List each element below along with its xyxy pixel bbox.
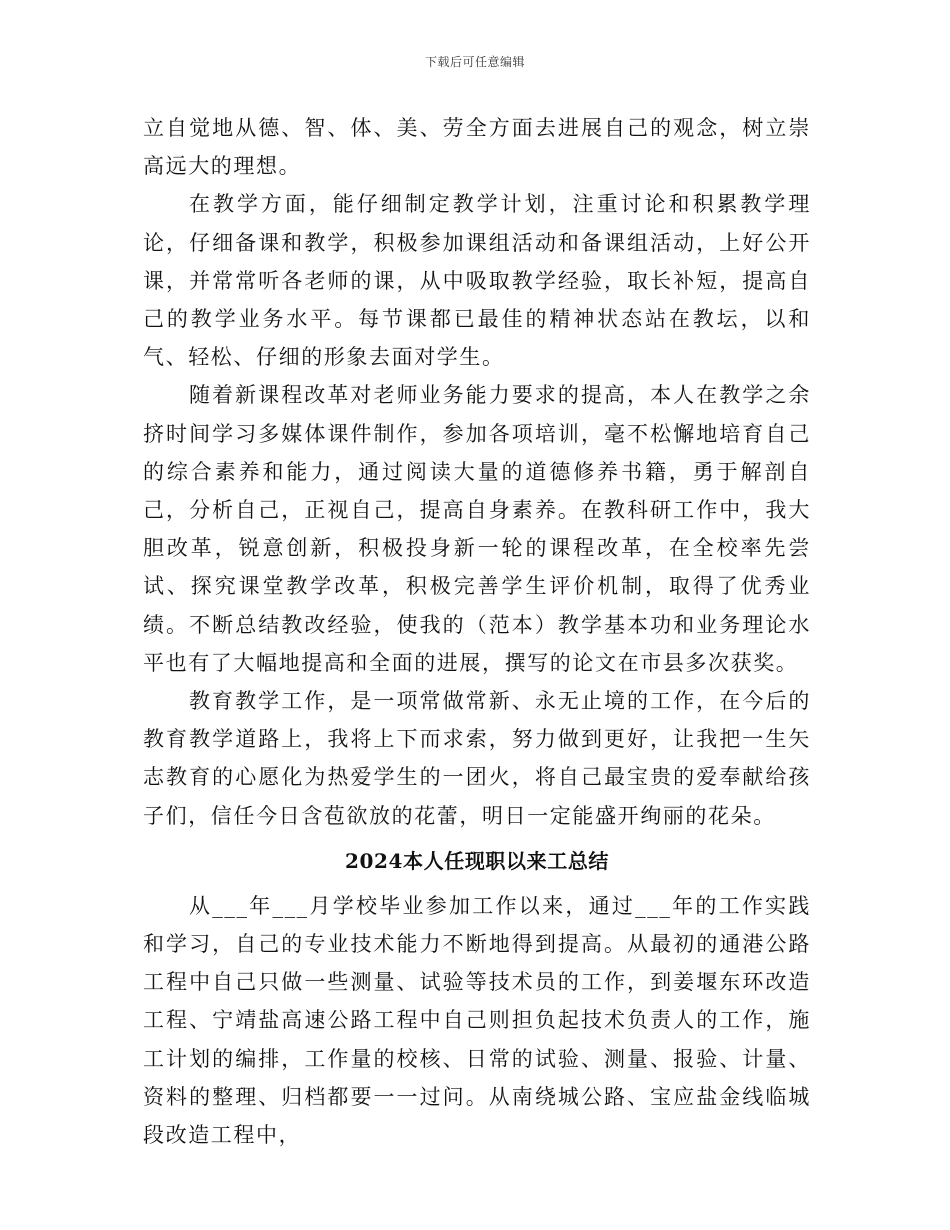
- paragraph-continuation: 立自觉地从德、智、体、美、劳全方面去进展自己的观念，树立崇高远大的理想。: [143, 116, 811, 179]
- page-header: 下载后可任意编辑: [424, 55, 525, 69]
- paragraph-teaching: 在教学方面，能仔细制定教学计划，注重讨论和积累教学理论，仔细备课和教学，积极参加课组活动和备课组活动，上好公开课，并常常听各老师的课，从中吸取教学经验，取长补短，提高自己的教学业务水平。每节课都已最佳的精神状态站在教坛，以和气、轻松、仔细的形象去面对学生。: [143, 192, 811, 370]
- document-body: [143, 109, 811, 1154]
- paragraph-work-summary: 从___年___月学校毕业参加工作以来，通过___年的工作实践和学习，自己的专业技术能力不断地得到提高。从最初的通港公路工程中自己只做一些测量、试验等技术员的工作，到姜堰东环改造工程、宁靖盐高速公路工程中自己则担负起技术负责人的工作，施工计划的编排，工作量的校核、日常的试验、测量、报验、计量、资料的整理、归档都要一一过问。从南绕城公路、宝应盐金线临城段改造工程中，: [143, 893, 811, 1148]
- paragraph-education-work: 教育教学工作，是一项常做常新、永无止境的工作，在今后的教育教学道路上，我将上下而求索，努力做到更好，让我把一生矢志教育的心愿化为热爱学生的一团火，将自己最宝贵的爱奉献给孩子们，信任今日含苞欲放的花蕾，明日一定能盛开绚丽的花朵。: [143, 689, 811, 828]
- section-title: 2024本人任现职以来工总结: [344, 848, 610, 873]
- paragraph-curriculum-reform: 随着新课程改革对老师业务能力要求的提高，本人在教学之余挤时间学习多媒体课件制作，参加各项培训，毫不松懈地培育自己的综合素养和能力，通过阅读大量的道德修养书籍，勇于解剖自己，分析自己，正视自己，提高自身素养。在教科研工作中，我大胆改革，锐意创新，积极投身新一轮的课程改革，在全校率先尝试、探究课堂教学改革，积极完善学生评价机制，取得了优秀业绩。不断总结教改经验，使我的（范本）教学基本功和业务理论水平也有了大幅地提高和全面的进展，撰写的论文在市县多次获奖。: [143, 383, 811, 675]
